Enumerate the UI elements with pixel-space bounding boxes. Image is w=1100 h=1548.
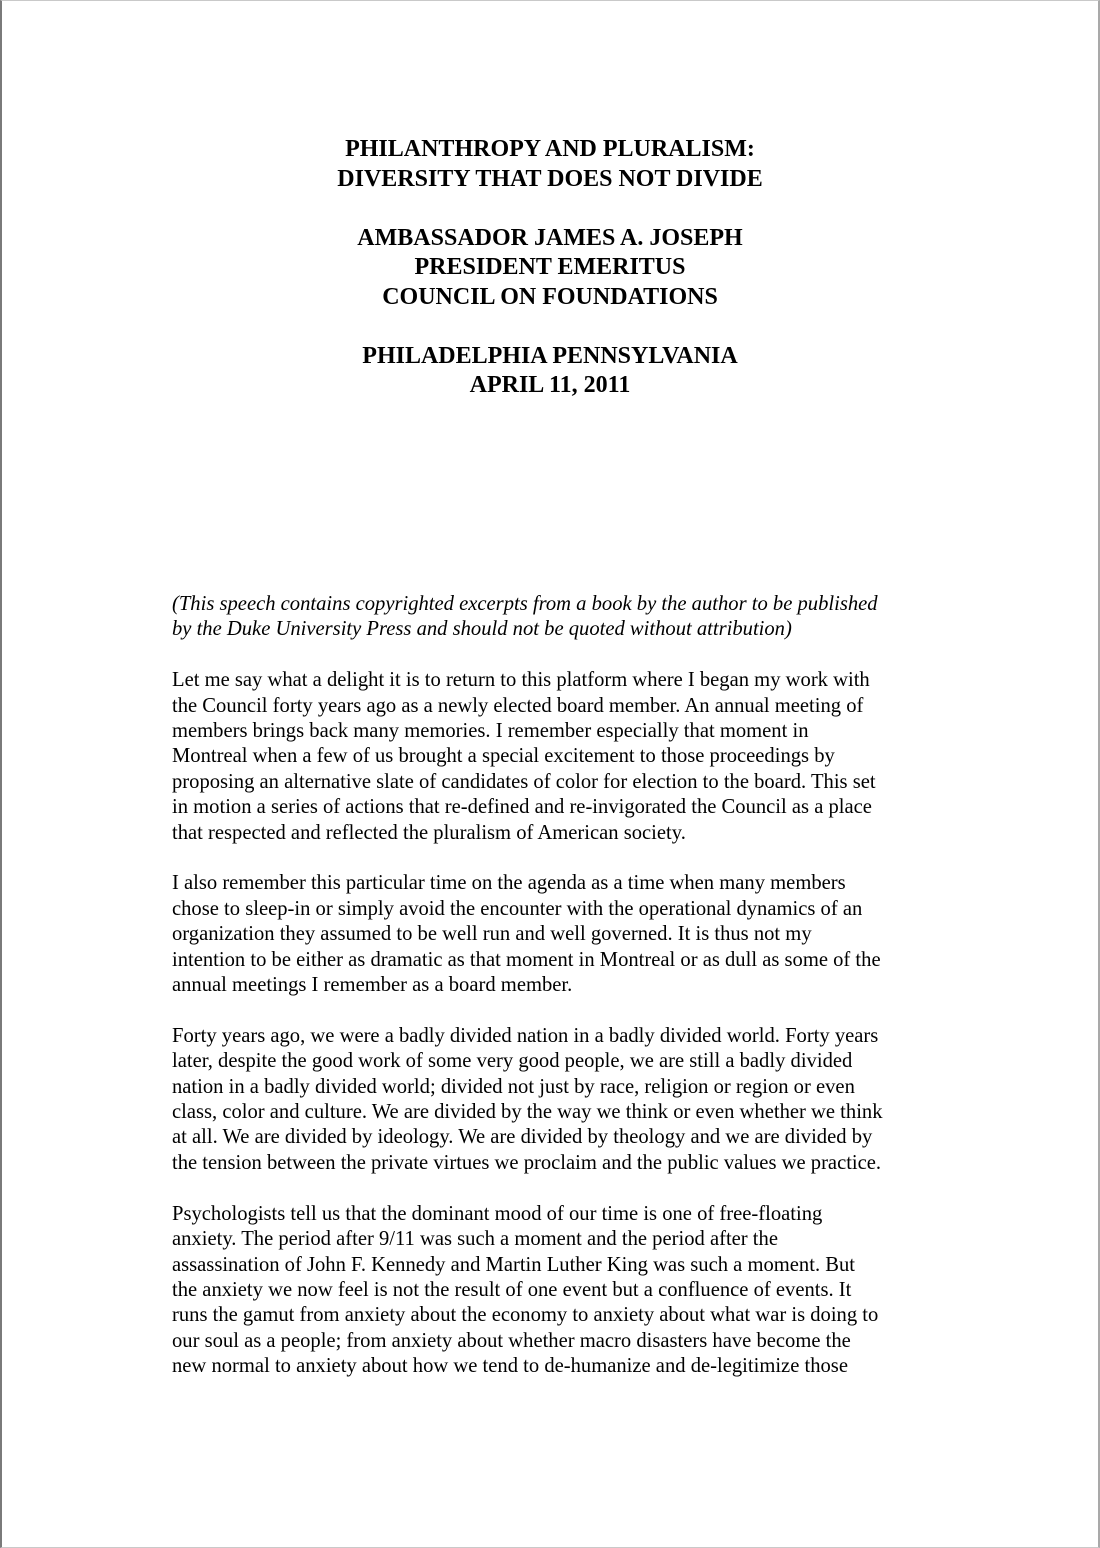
title-line: PHILANTHROPY AND PLURALISM:	[345, 136, 755, 162]
text-line: in motion a series of actions that re-defined and re-invigorated the Council as a place	[172, 796, 872, 819]
text-line: new normal to anxiety about how we tend to de-humanize and de-legitimize those	[172, 1355, 848, 1378]
body-text	[172, 592, 952, 1405]
text-line: proposing an alternative slate of candidates of color for election to the board. This set	[172, 770, 876, 793]
copyright-note	[172, 592, 952, 643]
title-line: PHILADELPHIA PENNSYLVANIA	[362, 342, 738, 369]
text-line: Let me say what a delight it is to return to this platform where I began my work with	[172, 669, 870, 692]
text-line: the Council forty years ago as a newly elected board member. An annual meeting of	[172, 694, 864, 717]
title-line: AMBASSADOR JAMES A. JOSEPH	[357, 224, 743, 251]
title-group-place-date	[2, 342, 1098, 401]
title-line: DIVERSITY THAT DOES NOT DIVIDE	[337, 165, 763, 192]
text-line: organization they assumed to be well run and well governed. It is thus not my	[172, 923, 812, 946]
text-line: nation in a badly divided world; divided not just by race, religion or region or even	[172, 1075, 855, 1098]
text-line: Psychologists tell us that the dominant mood of our time is one of free-floating	[172, 1202, 823, 1225]
text-line: (This speech contains copyrighted excerpts from a book by the author to be published	[172, 593, 878, 615]
text-line: annual meetings I remember as a board member.	[172, 974, 573, 997]
paragraph	[172, 871, 952, 998]
title-group-author	[2, 224, 1098, 313]
title-line: PRESIDENT EMERITUS	[414, 254, 686, 280]
text-line: I also remember this particular time on the agenda as a time when many members	[172, 872, 846, 895]
title-group-speech	[2, 135, 1098, 194]
text-line: by the Duke University Press and should not be quoted without attribution)	[172, 618, 792, 641]
title-line: APRIL 11, 2011	[469, 372, 631, 398]
text-line: runs the gamut from anxiety about the economy to anxiety about what war is doing to	[172, 1304, 879, 1327]
text-line: chose to sleep-in or simply avoid the encounter with the operational dynamics of an	[172, 897, 863, 920]
paragraph	[172, 1024, 952, 1176]
paragraph	[172, 1202, 952, 1380]
text-line: assassination of John F. Kennedy and Martin Luther King was such a moment. But	[172, 1253, 855, 1276]
text-line: intention to be either as dramatic as that moment in Montreal or as dull as some of the	[172, 948, 881, 971]
text-line: members brings back many memories. I remember especially that moment in	[172, 720, 809, 743]
title-block	[2, 135, 1098, 401]
paragraph	[172, 668, 952, 846]
text-line: later, despite the good work of some very good people, we are still a badly divided	[172, 1050, 853, 1073]
text-line: that respected and reflected the pluralism of American society.	[172, 821, 686, 844]
text-line: the anxiety we now feel is not the result of one event but a confluence of events. It	[172, 1278, 852, 1301]
text-line: at all. We are divided by ideology. We are divided by theology and we are divided by	[172, 1126, 873, 1149]
text-line: the tension between the private virtues we proclaim and the public values we practice.	[172, 1151, 882, 1174]
text-line: anxiety. The period after 9/11 was such a moment and the period after the	[172, 1228, 778, 1251]
text-line: Montreal when a few of us brought a special excitement to those proceedings by	[172, 745, 835, 768]
text-line: class, color and culture. We are divided by the way we think or even whether we think	[172, 1101, 883, 1124]
text-line: Forty years ago, we were a badly divided nation in a badly divided world. Forty years	[172, 1024, 879, 1047]
text-line: our soul as a people; from anxiety about whether macro disasters have become the	[172, 1329, 851, 1352]
title-line: COUNCIL ON FOUNDATIONS	[382, 283, 718, 310]
